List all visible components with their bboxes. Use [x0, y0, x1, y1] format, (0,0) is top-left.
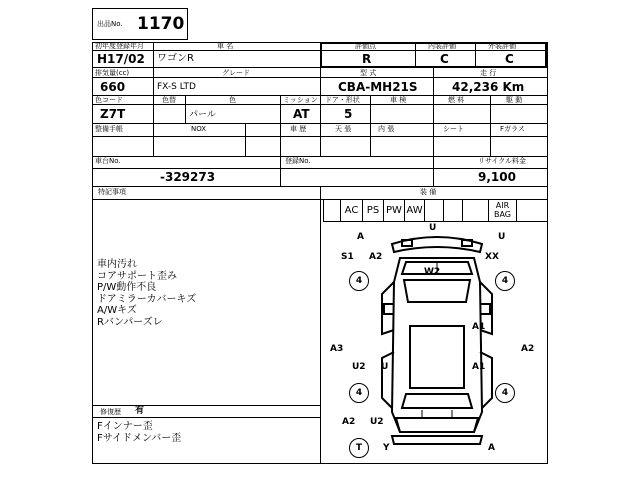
damage-w2: W2 [424, 267, 441, 277]
car-name-value: ワゴンR [157, 53, 194, 64]
repaint-label: 色替 [162, 96, 176, 104]
damage-s1: S1 [341, 252, 354, 262]
equipment-label: 装 備 [420, 188, 437, 196]
car-diagram [330, 222, 545, 462]
door-value: 5 [344, 107, 353, 121]
equipment-aw: AW [406, 205, 423, 216]
grade-label: グレード [222, 69, 250, 77]
registration-number-label: 登録No. [285, 157, 311, 165]
maintenance-book-label: 整備手帳 [95, 125, 123, 133]
damage-a2-right: A2 [521, 344, 535, 354]
note-line: A/Wキズ [97, 305, 137, 316]
mileage-value: 42,236 Km [452, 80, 525, 94]
seat-label: シート [443, 125, 464, 133]
repair-history-label: 修復歴 [100, 408, 121, 416]
damage-a-front: A [357, 232, 364, 242]
tire-rear-right: 4 [495, 383, 515, 403]
note-line: 車内汚れ [97, 259, 137, 270]
damage-u-front: U [429, 223, 437, 233]
damage-a2-front: A2 [369, 252, 383, 262]
chassis-number-value: -329273 [160, 170, 216, 184]
chassis-number-label: 車台No. [95, 157, 121, 165]
repair-line: Fインナー歪 [97, 421, 153, 432]
score-value: R [362, 52, 372, 66]
damage-xx: XX [485, 252, 499, 262]
model-label: 型 式 [360, 69, 377, 77]
damage-a1-right-2: A1 [472, 362, 486, 372]
transmission-value: AT [293, 107, 310, 121]
equipment-ac: AC [344, 205, 359, 216]
repair-history-value: 有 [135, 406, 145, 416]
drive-label: 駆 動 [506, 96, 523, 104]
history-label: 車 歴 [290, 125, 307, 133]
damage-a-rear: A [488, 443, 495, 453]
door-shape-label: ドア・形状 [325, 96, 360, 104]
damage-a2-rear: A2 [342, 417, 356, 427]
damage-u2-left: U2 [352, 362, 366, 372]
transmission-label: ミッション [283, 96, 318, 104]
damage-a1-right-1: A1 [472, 322, 486, 332]
interior-score-value: C [440, 52, 449, 66]
lot-label: 出品No. [97, 20, 123, 28]
model-value: CBA-MH21S [338, 80, 418, 94]
displacement-value: 660 [100, 80, 126, 94]
exterior-score-label: 外装評価 [488, 42, 516, 50]
note-line: コアサポート歪み [97, 270, 177, 282]
note-line: P/W動作不良 [97, 282, 157, 293]
notes-label: 特記事項 [98, 188, 126, 196]
recycle-fee-label: リサイクル料金 [478, 157, 527, 165]
recycle-fee-value: 9,100 [478, 170, 516, 184]
tire-rear-left: 4 [349, 383, 369, 403]
lot-box [92, 8, 188, 40]
note-line: Rバンパーズレ [97, 316, 163, 328]
car-name-label: 車 名 [217, 42, 234, 50]
equipment-ps: PS [366, 205, 380, 216]
interior-score-label: 内装評価 [428, 42, 456, 50]
tire-front-left: 4 [349, 271, 369, 291]
nox-label: NOX [191, 125, 207, 133]
displacement-label: 排気量(cc) [95, 69, 130, 77]
color-code-label: 色コード [95, 96, 123, 104]
inspection-label: 車 検 [390, 96, 407, 104]
score-label: 評価点 [355, 42, 376, 50]
fuel-label: 燃 料 [448, 96, 465, 104]
exterior-score-value: C [505, 52, 514, 66]
damage-u-left: U [381, 362, 389, 372]
tire-front-right: 4 [495, 271, 515, 291]
equipment-pw: PW [386, 205, 402, 216]
roof-lining-label: 天 張 [335, 125, 352, 133]
first-registration-label: 初年度登録年月 [95, 42, 144, 50]
interior-trim-label: 内 張 [378, 125, 395, 133]
damage-u2-rear: U2 [370, 417, 384, 427]
notes-list [97, 259, 196, 328]
equipment-airbag: AIR BAG [493, 201, 512, 219]
color-value: パール [189, 110, 216, 120]
color-code-value: Z7T [100, 107, 126, 121]
tail-circle: T [349, 438, 369, 458]
first-registration-value: H17/02 [97, 52, 145, 66]
color-label: 色 [229, 96, 236, 104]
grade-value: FX-S LTD [157, 82, 196, 92]
repair-line: Fサイドメンバー歪 [97, 432, 182, 444]
note-line: ドアミラーカバーキズ [97, 293, 197, 305]
lot-number: 1170 [137, 14, 185, 34]
repair-list [97, 421, 181, 444]
mileage-label: 走 行 [480, 69, 497, 77]
damage-y-rear: Y [383, 443, 390, 453]
damage-a3-left: A3 [330, 344, 344, 354]
damage-u-front-right: U [498, 232, 506, 242]
front-glass-label: Fガラス [500, 125, 525, 133]
